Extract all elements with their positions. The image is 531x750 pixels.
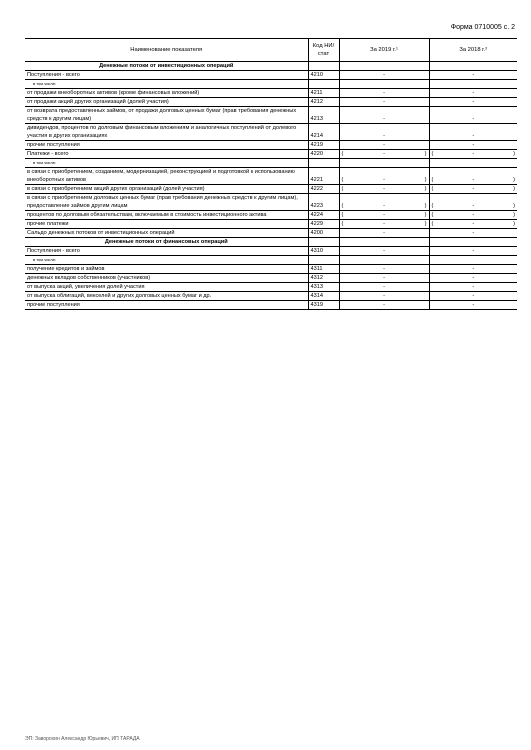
row-name: в связи с приобретением, созданием, модернизацией, реконструкцией и подготовкой к использованию внеоборотных активов (25, 168, 308, 185)
value: - (472, 177, 475, 183)
table-row (25, 71, 517, 80)
row-code: 4222 (308, 185, 339, 194)
row-code (308, 238, 339, 247)
value-2018 (429, 220, 517, 229)
value-2018 (429, 150, 517, 159)
row-code: 4319 (308, 301, 339, 310)
row-name: от выпуска облигаций, векселей и других долговых ценных бумаг и др. (25, 292, 308, 301)
row-name: прочие поступления (25, 301, 308, 310)
row-code: 4212 (308, 98, 339, 107)
close-paren: ) (513, 186, 515, 192)
row-name: в связи с приобретением акций других организаций (долей участия) (25, 185, 308, 194)
row-name: получение кредитов и займов (25, 265, 308, 274)
value-2018: - (429, 301, 517, 310)
value-2019 (339, 194, 429, 211)
table-row (25, 150, 517, 159)
row-name: Поступления - всего (25, 71, 308, 80)
row-code: 4210 (308, 71, 339, 80)
table-row (25, 194, 517, 211)
value: - (472, 212, 475, 218)
row-code (308, 62, 339, 71)
parenthesized-value (432, 202, 516, 210)
open-paren: ( (431, 186, 434, 192)
form-code: Форма 0710005 с. 2 (450, 24, 515, 31)
row-code: 4220 (308, 150, 339, 159)
close-paren: ) (424, 186, 427, 192)
value-2019: - (339, 141, 429, 150)
open-paren: ( (341, 151, 344, 157)
close-paren: ) (424, 151, 427, 157)
value: - (383, 151, 385, 157)
value-2018: - (429, 124, 517, 141)
row-name: в том числе: (25, 159, 308, 168)
value: - (383, 177, 385, 183)
header-year-2019: За 2019 г.¹ (339, 39, 429, 62)
parenthesized-value (342, 211, 427, 219)
value-2018: - (429, 107, 517, 124)
close-paren: ) (513, 212, 515, 218)
row-name: процентов по долговым обязательствам, включаемым в стоимость инвестиционного актива (25, 211, 308, 220)
value: - (383, 212, 385, 218)
table-row (25, 247, 517, 256)
value-2018 (429, 80, 517, 89)
row-code: 4221 (308, 168, 339, 185)
header-code: Код НИ/ стат (308, 39, 339, 62)
value-2018: - (429, 274, 517, 283)
close-paren: ) (424, 221, 427, 227)
row-code: 4314 (308, 292, 339, 301)
table-row (25, 185, 517, 194)
row-code: 4313 (308, 283, 339, 292)
table-row (25, 211, 517, 220)
value-2018 (429, 194, 517, 211)
row-code: 4214 (308, 124, 339, 141)
open-paren: ( (431, 151, 434, 157)
table-row (25, 238, 517, 247)
open-paren: ( (341, 186, 344, 192)
value: - (383, 203, 385, 209)
value-2018: - (429, 141, 517, 150)
value-2019 (339, 159, 429, 168)
value-2018 (429, 62, 517, 71)
row-name: в связи с приобретением долговых ценных бумаг (прав требования денежных средств к другим лицам), предоставление займов другим лицам (25, 194, 308, 211)
value: - (383, 221, 385, 227)
table-row (25, 292, 517, 301)
parenthesized-value (342, 220, 427, 228)
row-name: от возврата предоставленных займов, от продажи долговых ценных бумаг (прав требования денежных средств к другим лицам) (25, 107, 308, 124)
table-row (25, 159, 517, 168)
value-2018 (429, 159, 517, 168)
table-row (25, 124, 517, 141)
value-2019: - (339, 107, 429, 124)
row-name: от продажи внеоборотных активов (кроме финансовых вложений) (25, 89, 308, 98)
value-2019: - (339, 265, 429, 274)
row-name: прочие платежи (25, 220, 308, 229)
close-paren: ) (424, 212, 427, 218)
value-2018 (429, 211, 517, 220)
value-2019 (339, 62, 429, 71)
value-2019: - (339, 124, 429, 141)
value-2019 (339, 238, 429, 247)
row-code: 4229 (308, 220, 339, 229)
open-paren: ( (341, 212, 344, 218)
value-2019 (339, 80, 429, 89)
parenthesized-value (342, 176, 427, 184)
value-2019 (339, 256, 429, 265)
value-2018: - (429, 265, 517, 274)
value-2018 (429, 238, 517, 247)
table-row (25, 301, 517, 310)
header-year-2018: За 2018 г.² (429, 39, 517, 62)
open-paren: ( (341, 177, 344, 183)
row-code: 4223 (308, 194, 339, 211)
close-paren: ) (513, 221, 515, 227)
row-name: дивидендов, процентов по долговым финансовым вложениям и аналогичных поступлений от долевого участия в других организациях (25, 124, 308, 141)
value: - (472, 203, 475, 209)
value: - (472, 186, 475, 192)
close-paren: ) (424, 203, 427, 209)
table-header (25, 39, 517, 62)
table-row (25, 141, 517, 150)
row-name: Сальдо денежных потоков от инвестиционных операций (25, 229, 308, 238)
value-2019: - (339, 71, 429, 80)
open-paren: ( (341, 203, 344, 209)
value-2019: - (339, 89, 429, 98)
close-paren: ) (424, 177, 427, 183)
value: - (472, 221, 475, 227)
row-name: Денежные потоки от инвестиционных операций (25, 62, 308, 71)
cash-flow-table (25, 38, 517, 310)
value: - (472, 151, 475, 157)
close-paren: ) (513, 177, 515, 183)
table-row (25, 256, 517, 265)
parenthesized-value (342, 202, 427, 210)
close-paren: ) (513, 203, 515, 209)
value-2019 (339, 168, 429, 185)
parenthesized-value (432, 211, 516, 219)
table-row (25, 62, 517, 71)
value-2019 (339, 150, 429, 159)
table-row (25, 80, 517, 89)
row-code: 4312 (308, 274, 339, 283)
value-2019: - (339, 292, 429, 301)
row-code (308, 80, 339, 89)
row-code: 4213 (308, 107, 339, 124)
value-2019: - (339, 301, 429, 310)
row-name: от выпуска акций, увеличения долей участия (25, 283, 308, 292)
open-paren: ( (431, 221, 434, 227)
table-row (25, 229, 517, 238)
row-name: Денежные потоки от финансовых операций (25, 238, 308, 247)
table-row (25, 168, 517, 185)
value-2018: - (429, 292, 517, 301)
table-row (25, 274, 517, 283)
value-2019: - (339, 229, 429, 238)
parenthesized-value (432, 150, 516, 158)
parenthesized-value (342, 150, 427, 158)
open-paren: ( (431, 212, 434, 218)
value-2018 (429, 256, 517, 265)
row-code: 4211 (308, 89, 339, 98)
value-2019 (339, 185, 429, 194)
value-2018: - (429, 71, 517, 80)
table-row (25, 98, 517, 107)
parenthesized-value (432, 220, 516, 228)
row-code: 4200 (308, 229, 339, 238)
parenthesized-value (342, 185, 427, 193)
open-paren: ( (341, 221, 344, 227)
value: - (383, 186, 385, 192)
parenthesized-value (432, 185, 516, 193)
row-code (308, 256, 339, 265)
row-name: прочие поступления (25, 141, 308, 150)
value-2019: - (339, 283, 429, 292)
table-row (25, 265, 517, 274)
value-2018 (429, 185, 517, 194)
value-2018: - (429, 247, 517, 256)
value-2019: - (339, 98, 429, 107)
header-name: Наименование показателя (25, 39, 308, 62)
row-code: 4219 (308, 141, 339, 150)
row-name: денежных вкладов собственников (участников) (25, 274, 308, 283)
value-2019: - (339, 247, 429, 256)
open-paren: ( (431, 203, 434, 209)
signature-footer: ЭП: Заворохин Александр Юрьевич, ИП ТАРАДА (25, 736, 140, 742)
row-name: в том числе: (25, 80, 308, 89)
row-name: Поступления - всего (25, 247, 308, 256)
value-2018: - (429, 98, 517, 107)
value-2019: - (339, 274, 429, 283)
parenthesized-value (432, 176, 516, 184)
value-2019 (339, 211, 429, 220)
row-code: 4310 (308, 247, 339, 256)
value-2018: - (429, 229, 517, 238)
open-paren: ( (431, 177, 434, 183)
close-paren: ) (513, 151, 515, 157)
row-code (308, 159, 339, 168)
value-2018 (429, 168, 517, 185)
row-name: от продажи акций других организаций (долей участия) (25, 98, 308, 107)
table-row (25, 89, 517, 98)
row-name: в том числе: (25, 256, 308, 265)
table-body (25, 62, 517, 310)
row-name: Платежи - всего (25, 150, 308, 159)
row-code: 4224 (308, 211, 339, 220)
value-2019 (339, 220, 429, 229)
row-code: 4311 (308, 265, 339, 274)
table-row (25, 220, 517, 229)
value-2018: - (429, 283, 517, 292)
table-row (25, 107, 517, 124)
value-2018: - (429, 89, 517, 98)
table-row (25, 283, 517, 292)
